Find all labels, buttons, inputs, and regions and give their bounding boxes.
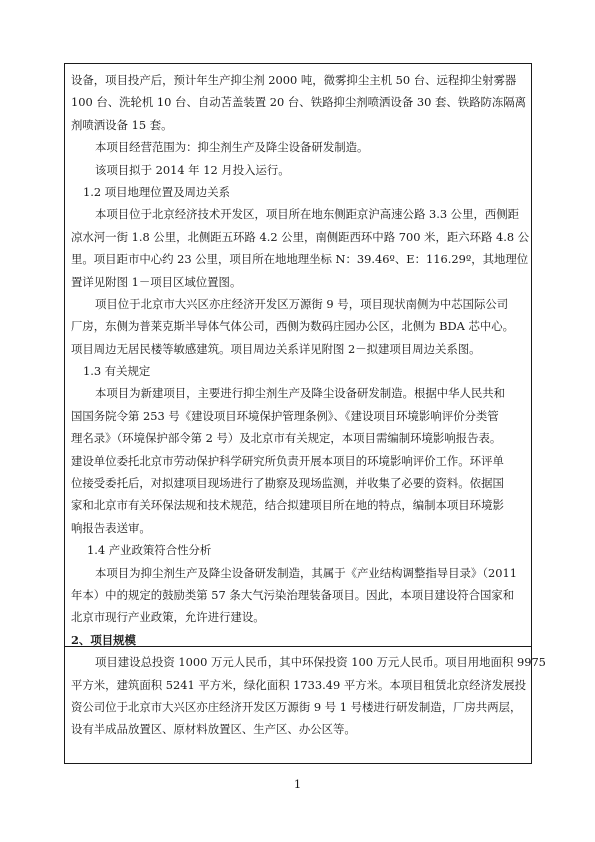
text-line: 位接受委托后，对拟建项目现场进行了勘察及现场监测，并收集了必要的资料。依据国 [71, 476, 504, 491]
section-heading-1-4: 1.4 产业政策符合性分析 [87, 543, 212, 558]
paragraph-start: 项目位于北京市大兴区亦庄经济开发区万源街 9 号，项目现状南侧为中芯国际公司 [95, 296, 509, 311]
section-heading-2: 2、项目规模 [71, 632, 136, 647]
text-line: 里。项目距市中心约 23 公里，项目所在地地理坐标 N：39.46º、E：116.29º，其地理位 [71, 252, 529, 267]
text-line: 年本）中的规定的鼓励类第 57 条大气污染治理装备项目。因此，本项目建设符合国家和 [71, 587, 515, 602]
text-line: 北京市现行产业政策，允许进行建设。 [71, 610, 265, 625]
content-frame [64, 63, 546, 764]
paragraph-start: 本项目为抑尘剂生产及降尘设备研发制造，其属于《产业结构调整指导目录》（2011 [95, 565, 517, 580]
text-line: 置详见附图 1－项目区域位置图。 [71, 274, 242, 289]
text-line: 厂房，东侧为普莱克斯半导体气体公司，西侧为数码庄园办公区，北侧为 BDA 芯中心。 [71, 319, 515, 334]
paragraph-start: 本项目位于北京经济技术开发区，项目所在地东侧距京沪高速公路 3.3 公里，西侧距 [95, 207, 520, 222]
text-line: 设有半成品放置区、原材料放置区、生产区、办公区等。 [71, 722, 356, 737]
page-number: 1 [293, 777, 302, 791]
text-line: 剂喷洒设备 15 套。 [71, 117, 173, 132]
section-heading-1-3: 1.3 有关规定 [83, 364, 151, 379]
text-line: 家和北京市有关环保法规和技术规范，结合拟建项目所在地的特点，编制本项目环境影 [71, 498, 504, 513]
text-line: 建设单位委托北京市劳动保护科学研究所负责开展本项目的环境影响评价工作。环评单 [71, 453, 504, 468]
text-line: 凉水河一街 1.8 公里，北侧距五环路 4.2 公里，南侧距西环中路 700 米，距六环路 4.8 公 [71, 229, 530, 244]
text-line: 设备，项目投产后，预计年生产抑尘剂 2000 吨，微雾抑尘主机 50 台、远程抑尘射雾器 [71, 73, 517, 87]
paragraph-start: 本项目为新建项目，主要进行抑尘剂生产及降尘设备研发制造。根据中华人民共和 [95, 386, 506, 401]
paragraph-start: 项目建设总投资 1000 万元人民币，其中环保投资 100 万元人民币。项目用地面积 9975 [95, 655, 546, 670]
paragraph-start: 该项目拟于 2014 年 12 月投入运行。 [95, 162, 290, 177]
text-line: 100 台、洗轮机 10 台、自动苫盖装置 20 台、铁路抑尘剂喷洒设备 30 套、铁路防冻隔离 [71, 95, 527, 110]
section-divider [65, 646, 531, 647]
text-line: 国国务院令第 253 号《建设项目环境保护管理条例》、《建设项目环境影响评价分类管 [71, 408, 499, 423]
text-line: 资公司位于北京市大兴区亦庄经济开发区万源街 9 号 1 号楼进行研发制造，厂房共两层， [71, 699, 522, 714]
text-line: 响报告表送审。 [71, 520, 151, 535]
text-line: 平方米，建筑面积 5241 平方米，绿化面积 1733.49 平方米。本项目租赁北京经济发展投 [71, 677, 527, 692]
text-line: 项目周边无居民楼等敏感建筑。项目周边关系详见附图 2－拟建项目周边关系图。 [71, 341, 481, 356]
paragraph-start: 本项目经营范围为：抑尘剂生产及降尘设备研发制造。 [95, 140, 369, 155]
text-line: 理名录》（环境保护部令第 2 号）及北京市有关规定，本项目需编制环境影响报告表。 [71, 431, 502, 446]
section-heading-1-2: 1.2 项目地理位置及周边关系 [83, 184, 231, 199]
document-body [71, 69, 546, 741]
